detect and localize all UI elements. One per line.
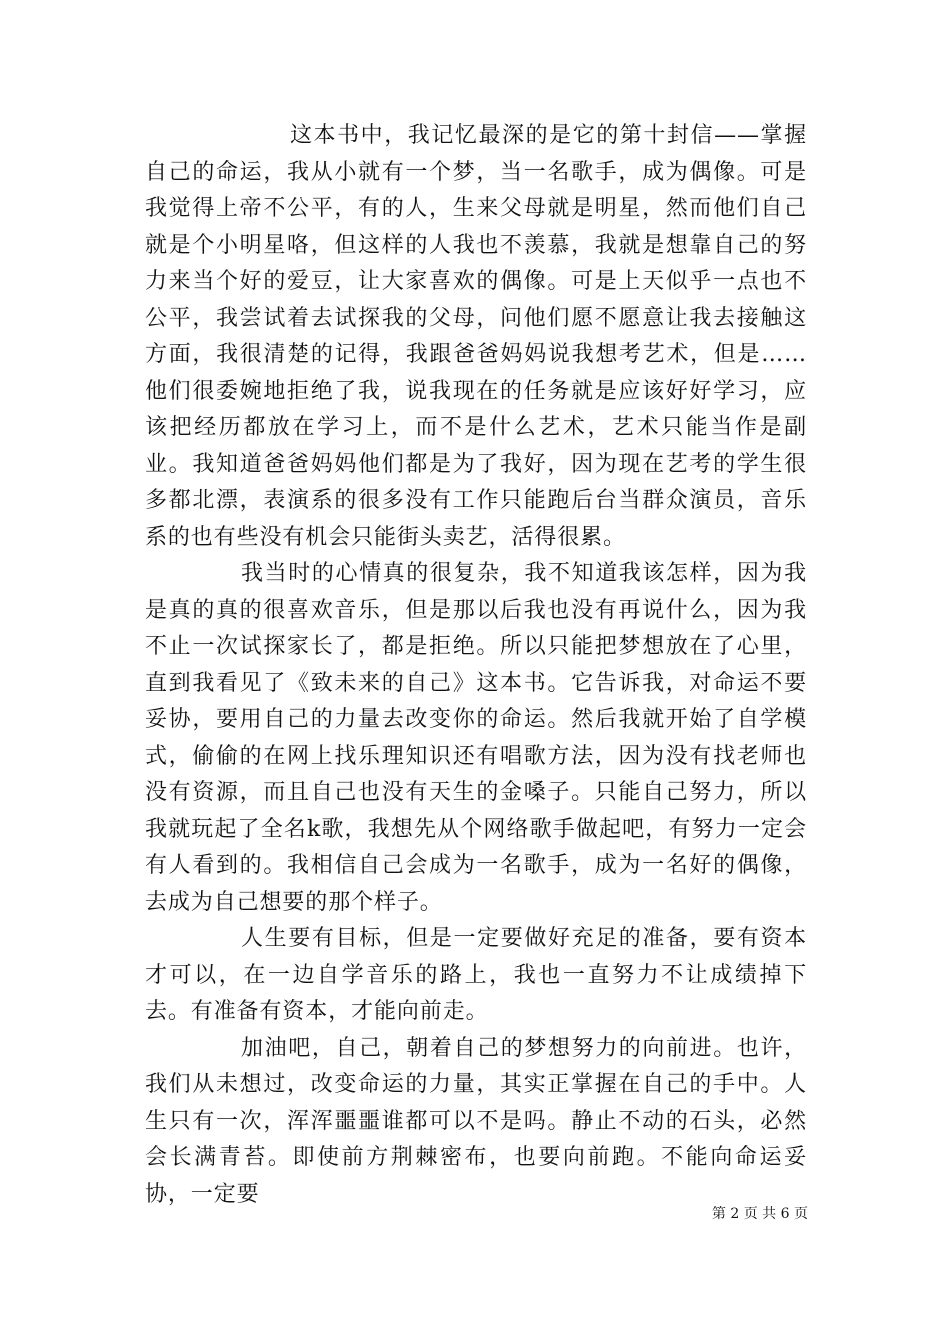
paragraph-4: 加油吧，自己，朝着自己的梦想努力的向前进。也许，我们从未想过，改变命运的力量，其实正掌握在自己的手中。人生只有一次，浑浑噩噩谁都可以不是吗。静止不动的石头，必然会长满青苔。即使前方荆棘密布，也要向前跑。不能向命运妥协，一定要 [145,1035,807,1207]
page-number: 第 2 页 共 6 页 [711,1206,808,1222]
body-text [145,118,807,1213]
paragraph-2: 我当时的心情真的很复杂，我不知道我该怎样，因为我是真的真的很喜欢音乐，但是那以后我也没有再说什么，因为我不止一次试探家长了，都是拒绝。所以只能把梦想放在了心里，直到我看见了《致未来的自己》这本书。它告诉我，对命运不要妥协，要用自己的力量去改变你的命运。然后我就开始了自学模式，偷偷的在网上找乐理知识还有唱歌方法，因为没有找老师也没有资源，而且自己也没有天生的金嗓子。只能自己努力，所以我就玩起了全名k歌，我想先从个网络歌手做起吧，有努力一定会有人看到的。我相信自己会成为一名歌手，成为一名好的偶像，去成为自己想要的那个样子。 [145,561,807,915]
paragraph-1: 这本书中，我记忆最深的是它的第十封信——掌握自己的命运，我从小就有一个梦，当一名歌手，成为偶像。可是我觉得上帝不公平，有的人，生来父母就是明星，然而他们自己就是个小明星咯，但这样的人我也不羡慕，我就是想靠自己的努力来当个好的爱豆，让大家喜欢的偶像。可是上天似乎一点也不公平，我尝试着去试探我的父母，问他们愿不愿意让我去接触这方面，我很清楚的记得，我跟爸爸妈妈说我想考艺术，但是……他们很委婉地拒绝了我，说我现在的任务就是应该好好学习，应该把经历都放在学习上，而不是什么艺术，艺术只能当作是副业。我知道爸爸妈妈他们都是为了我好，因为现在艺考的学生很多都北漂，表演系的很多没有工作只能跑后台当群众演员，音乐系的也有些没有机会只能街头卖艺，活得很累。 [145,123,807,550]
paragraph-3: 人生要有目标，但是一定要做好充足的准备，要有资本才可以，在一边自学音乐的路上，我也一直努力不让成绩掉下去。有准备有资本，才能向前走。 [145,926,807,1024]
